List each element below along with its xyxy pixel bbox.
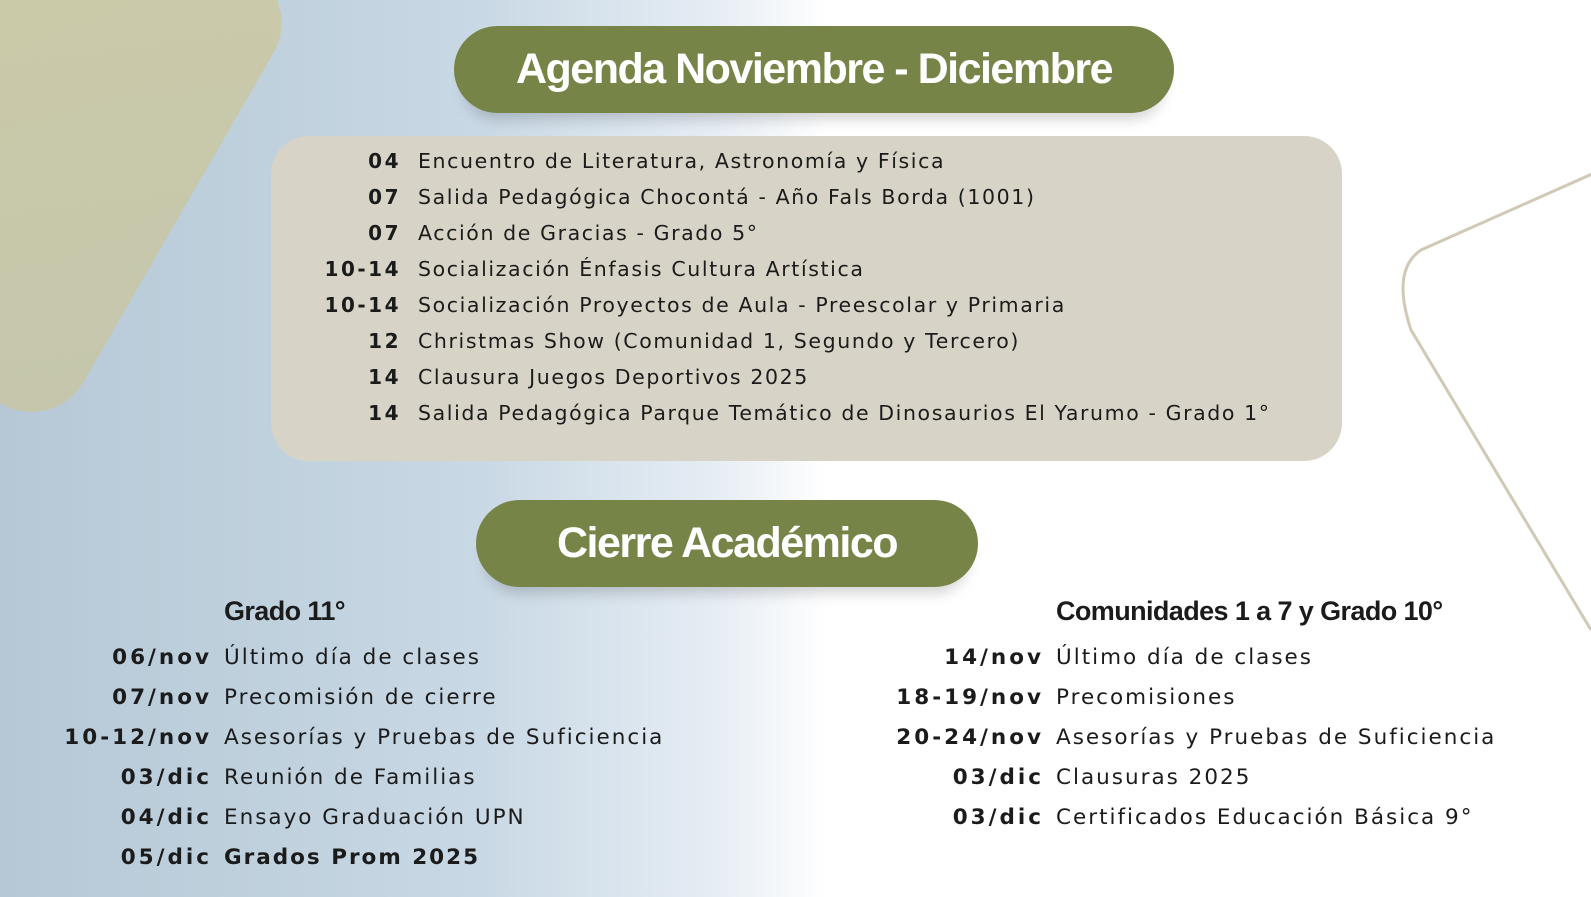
agenda-text: Salida Pedagógica Chocontá - Año Fals Borda (1001) (418, 185, 1036, 209)
agenda-date: 14 (368, 365, 401, 389)
comunidades-item (860, 677, 1236, 717)
grado11-date: 04/dic (120, 804, 212, 830)
grado11-text: Precomisión de cierre (224, 684, 498, 710)
comunidades-heading: Comunidades 1 a 7 y Grado 10° (1056, 596, 1443, 626)
comunidades-item (860, 757, 1251, 797)
grado11-item (40, 637, 481, 677)
decorative-outline-right (1361, 0, 1591, 897)
agenda-date: 12 (368, 329, 401, 353)
comunidades-date: 20-24/nov (896, 724, 1044, 750)
agenda-date: 07 (368, 221, 401, 245)
comunidades-text: Último día de clases (1056, 644, 1313, 670)
comunidades-date: 18-19/nov (896, 684, 1044, 710)
grado11-date: 05/dic (120, 844, 212, 870)
comunidades-item (860, 717, 1496, 757)
comunidades-item (860, 797, 1473, 837)
agenda-item (271, 215, 759, 251)
agenda-date: 14 (368, 401, 401, 425)
grado11-text: Grados Prom 2025 (224, 844, 481, 870)
grado11-date: 10-12/nov (64, 724, 212, 750)
agenda-date: 04 (368, 149, 401, 173)
decorative-shape-left (0, 0, 304, 434)
agenda-text: Christmas Show (Comunidad 1, Segundo y Tercero) (418, 329, 1020, 353)
grado11-date: 07/nov (112, 684, 212, 710)
agenda-title: Agenda Noviembre - Diciembre (454, 26, 1174, 113)
agenda-date: 07 (368, 185, 401, 209)
agenda-item (271, 395, 1271, 431)
comunidades-date: 03/dic (952, 804, 1044, 830)
agenda-item (271, 251, 864, 287)
grado11-text: Ensayo Graduación UPN (224, 804, 526, 830)
agenda-item (271, 287, 1066, 323)
agenda-text: Clausura Juegos Deportivos 2025 (418, 365, 809, 389)
comunidades-text: Precomisiones (1056, 684, 1237, 710)
grado11-item (40, 757, 477, 797)
comunidades-text: Clausuras 2025 (1056, 764, 1252, 790)
agenda-text: Encuentro de Literatura, Astronomía y Física (418, 149, 946, 173)
grado11-item (40, 797, 526, 837)
grado11-text: Asesorías y Pruebas de Suficiencia (224, 724, 665, 750)
agenda-item (271, 359, 809, 395)
comunidades-date: 03/dic (952, 764, 1044, 790)
grado11-item (40, 717, 664, 757)
comunidades-text: Certificados Educación Básica 9° (1056, 804, 1474, 830)
grado11-item (40, 677, 498, 717)
comunidades-text: Asesorías y Pruebas de Suficiencia (1056, 724, 1497, 750)
grado11-text: Reunión de Familias (224, 764, 477, 790)
agenda-item (271, 179, 1036, 215)
grado11-item (40, 837, 480, 877)
agenda-item (271, 323, 1020, 359)
grado11-date: 06/nov (112, 644, 212, 670)
agenda-text: Socialización Énfasis Cultura Artística (418, 257, 865, 281)
agenda-text: Salida Pedagógica Parque Temático de Dinosaurios El Yarumo - Grado 1° (418, 401, 1271, 425)
agenda-date: 10-14 (324, 293, 401, 317)
agenda-text: Acción de Gracias - Grado 5° (418, 221, 759, 245)
comunidades-date: 14/nov (944, 644, 1044, 670)
agenda-box (271, 136, 1342, 461)
agenda-date: 10-14 (324, 257, 401, 281)
comunidades-item (860, 637, 1313, 677)
agenda-text: Socialización Proyectos de Aula - Preescolar y Primaria (418, 293, 1066, 317)
grado11-heading: Grado 11° (224, 596, 345, 626)
cierre-title: Cierre Académico (476, 500, 978, 587)
agenda-item (271, 143, 945, 179)
grado11-date: 03/dic (120, 764, 212, 790)
grado11-text: Último día de clases (224, 644, 481, 670)
